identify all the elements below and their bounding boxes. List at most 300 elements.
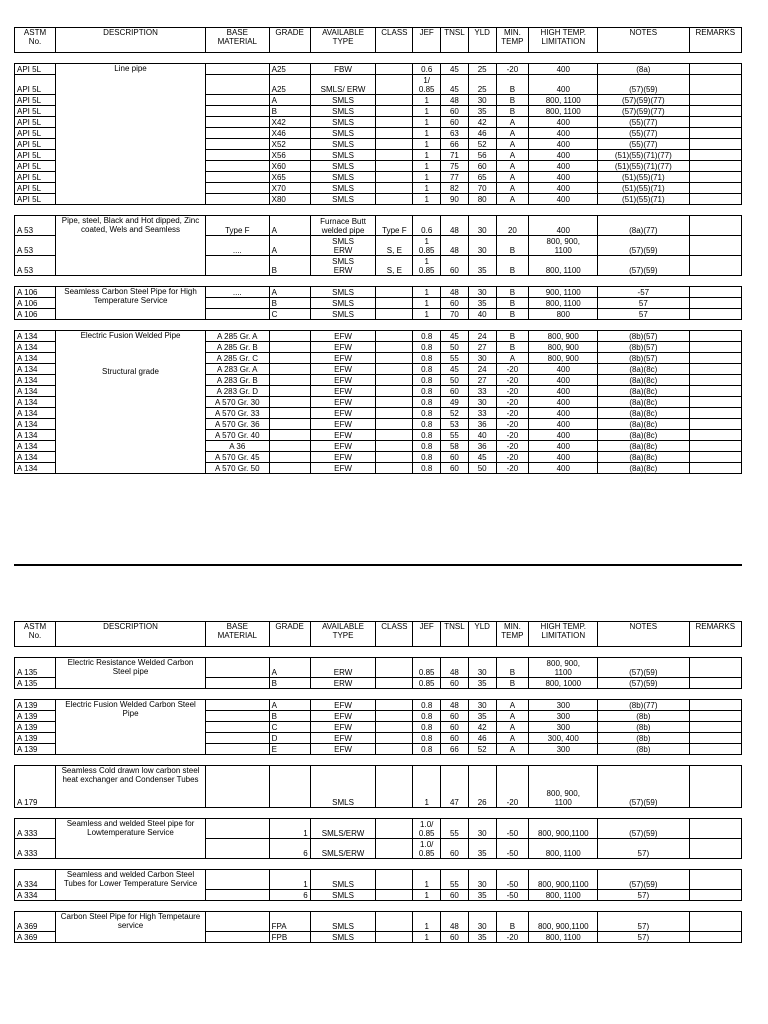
- remarks-cell: [689, 678, 741, 689]
- notes-cell: (57)(59): [598, 766, 689, 808]
- high-temp-limitation-cell: 400: [529, 172, 598, 183]
- class-cell: [376, 452, 413, 463]
- notes-cell: (57)(59): [598, 75, 689, 95]
- high-temp-limitation-cell: 400: [529, 419, 598, 430]
- grade-cell: [269, 397, 310, 408]
- astm-no-cell: A 139: [15, 722, 56, 733]
- astm-no-cell: API 5L: [15, 75, 56, 95]
- spacer-cell: [413, 647, 441, 658]
- high-temp-limitation-cell: 800, 1100: [529, 256, 598, 276]
- notes-cell: (8b): [598, 733, 689, 744]
- yld-cell: 26: [468, 766, 496, 808]
- grade-cell: B: [269, 711, 310, 722]
- available-type-cell: SMLS: [310, 298, 376, 309]
- spacer-cell: [496, 647, 529, 658]
- jef-cell: 1 0.85: [413, 236, 441, 256]
- astm-no-cell: A 134: [15, 375, 56, 386]
- available-type-cell: EFW: [310, 364, 376, 375]
- base-material-cell: A 285 Gr. A: [205, 331, 269, 342]
- section-divider: [14, 564, 742, 566]
- spacer-cell: [205, 901, 269, 912]
- astm-no-cell: API 5L: [15, 194, 56, 205]
- min-temp-cell: A: [496, 711, 529, 722]
- remarks-cell: [689, 117, 741, 128]
- base-material-cell: ....: [205, 287, 269, 298]
- notes-cell: (8a)(8c): [598, 452, 689, 463]
- remarks-cell: [689, 722, 741, 733]
- min-temp-cell: -50: [496, 819, 529, 839]
- class-cell: [376, 386, 413, 397]
- spacer-cell: [598, 859, 689, 870]
- notes-cell: (57)(59): [598, 236, 689, 256]
- remarks-cell: [689, 839, 741, 859]
- grade-cell: X60: [269, 161, 310, 172]
- available-type-cell: EFW: [310, 452, 376, 463]
- astm-no-cell: API 5L: [15, 139, 56, 150]
- class-cell: [376, 117, 413, 128]
- high-temp-limitation-cell: 400: [529, 128, 598, 139]
- class-cell: [376, 106, 413, 117]
- base-material-cell: [205, 194, 269, 205]
- remarks-cell: [689, 95, 741, 106]
- jef-cell: 0.8: [413, 353, 441, 364]
- tnsl-cell: 60: [441, 722, 469, 733]
- table-row: [15, 700, 742, 711]
- grade-cell: X70: [269, 183, 310, 194]
- table-row: [15, 216, 742, 236]
- spacer-cell: [269, 689, 310, 700]
- header-base-material-cell: BASE MATERIAL: [205, 622, 269, 647]
- spacer-cell: [413, 320, 441, 331]
- remarks-cell: [689, 397, 741, 408]
- high-temp-limitation-cell: 300: [529, 711, 598, 722]
- class-cell: [376, 932, 413, 943]
- astm-no-cell: A 135: [15, 678, 56, 689]
- astm-no-cell: A 334: [15, 870, 56, 890]
- spacer-cell: [468, 755, 496, 766]
- spacer-cell: [376, 689, 413, 700]
- notes-cell: 57): [598, 890, 689, 901]
- jef-cell: 0.8: [413, 700, 441, 711]
- min-temp-cell: B: [496, 236, 529, 256]
- spacer-cell: [468, 689, 496, 700]
- yld-cell: 33: [468, 386, 496, 397]
- high-temp-limitation-cell: 800, 900, 1100: [529, 766, 598, 808]
- base-material-cell: [205, 117, 269, 128]
- spacer-cell: [496, 808, 529, 819]
- spacer-cell: [689, 647, 741, 658]
- grade-cell: B: [269, 106, 310, 117]
- grade-cell: [269, 386, 310, 397]
- available-type-cell: SMLS ERW: [310, 236, 376, 256]
- min-temp-cell: B: [496, 912, 529, 932]
- yld-cell: 24: [468, 364, 496, 375]
- class-cell: [376, 287, 413, 298]
- tnsl-cell: 66: [441, 139, 469, 150]
- header-high-temp-limitation-cell: HIGH TEMP. LIMITATION: [529, 28, 598, 53]
- grade-cell: [269, 353, 310, 364]
- tnsl-cell: 60: [441, 452, 469, 463]
- yld-cell: 35: [468, 678, 496, 689]
- spacer-cell: [689, 689, 741, 700]
- spacer-cell: [376, 755, 413, 766]
- grade-cell: [269, 766, 310, 808]
- grade-cell: X46: [269, 128, 310, 139]
- yld-cell: 42: [468, 722, 496, 733]
- jef-cell: 0.6: [413, 216, 441, 236]
- yld-cell: 33: [468, 408, 496, 419]
- available-type-cell: EFW: [310, 419, 376, 430]
- yld-cell: 65: [468, 172, 496, 183]
- yld-cell: 27: [468, 342, 496, 353]
- spacer-cell: [413, 901, 441, 912]
- header-description-cell: DESCRIPTION: [56, 28, 206, 53]
- class-cell: [376, 430, 413, 441]
- high-temp-limitation-cell: 400: [529, 183, 598, 194]
- notes-cell: (57)(59): [598, 678, 689, 689]
- spacer-cell: [598, 689, 689, 700]
- grade-cell: [269, 375, 310, 386]
- remarks-cell: [689, 700, 741, 711]
- available-type-cell: SMLS: [310, 95, 376, 106]
- min-temp-cell: B: [496, 331, 529, 342]
- spacer-cell: [56, 647, 206, 658]
- spacer-cell: [468, 53, 496, 64]
- min-temp-cell: A: [496, 722, 529, 733]
- notes-cell: (51)(55)(71)(77): [598, 161, 689, 172]
- spacer-cell: [529, 647, 598, 658]
- spacer-cell: [56, 320, 206, 331]
- grade-cell: C: [269, 722, 310, 733]
- available-type-cell: EFW: [310, 700, 376, 711]
- spacer-cell: [496, 205, 529, 216]
- grade-cell: [269, 452, 310, 463]
- notes-cell: (57)(59): [598, 658, 689, 678]
- high-temp-limitation-cell: 800, 1000: [529, 678, 598, 689]
- grade-cell: B: [269, 256, 310, 276]
- jef-cell: 1: [413, 287, 441, 298]
- table-row: [15, 658, 742, 678]
- base-material-cell: A 283 Gr. A: [205, 364, 269, 375]
- yld-cell: 35: [468, 932, 496, 943]
- base-material-cell: [205, 658, 269, 678]
- remarks-cell: [689, 819, 741, 839]
- jef-cell: 0.8: [413, 342, 441, 353]
- jef-cell: 0.85: [413, 658, 441, 678]
- tnsl-cell: 48: [441, 912, 469, 932]
- table-row: [15, 912, 742, 932]
- spacer-cell: [310, 689, 376, 700]
- jef-cell: 0.8: [413, 441, 441, 452]
- available-type-cell: Furnace Butt welded pipe: [310, 216, 376, 236]
- available-type-cell: SMLS: [310, 150, 376, 161]
- spacer-cell: [269, 320, 310, 331]
- base-material-cell: A 285 Gr. C: [205, 353, 269, 364]
- jef-cell: 1: [413, 139, 441, 150]
- remarks-cell: [689, 452, 741, 463]
- tnsl-cell: 55: [441, 819, 469, 839]
- spacer-cell: [441, 901, 469, 912]
- class-cell: [376, 139, 413, 150]
- min-temp-cell: B: [496, 75, 529, 95]
- header-row: [15, 28, 742, 53]
- available-type-cell: SMLS: [310, 932, 376, 943]
- notes-cell: 57): [598, 912, 689, 932]
- notes-cell: 57): [598, 932, 689, 943]
- astm-no-cell: A 134: [15, 397, 56, 408]
- tnsl-cell: 60: [441, 256, 469, 276]
- tnsl-cell: 48: [441, 658, 469, 678]
- spacer-cell: [441, 859, 469, 870]
- spacer-cell: [15, 755, 56, 766]
- yld-cell: 35: [468, 711, 496, 722]
- high-temp-limitation-cell: 800, 900: [529, 353, 598, 364]
- spacer-cell: [376, 859, 413, 870]
- spacer-cell: [468, 808, 496, 819]
- available-type-cell: EFW: [310, 353, 376, 364]
- astm-no-cell: A 369: [15, 912, 56, 932]
- high-temp-limitation-cell: 400: [529, 216, 598, 236]
- astm-table-2: [14, 621, 742, 943]
- notes-cell: (57)(59)(77): [598, 95, 689, 106]
- spacer-row: [15, 320, 742, 331]
- spacer-cell: [310, 901, 376, 912]
- astm-no-cell: A 139: [15, 744, 56, 755]
- spacer-row: [15, 689, 742, 700]
- high-temp-limitation-cell: 300: [529, 722, 598, 733]
- yld-cell: 40: [468, 430, 496, 441]
- high-temp-limitation-cell: 400: [529, 150, 598, 161]
- astm-no-cell: API 5L: [15, 106, 56, 117]
- available-type-cell: EFW: [310, 430, 376, 441]
- remarks-cell: [689, 342, 741, 353]
- notes-cell: (8b)(57): [598, 353, 689, 364]
- yld-cell: 25: [468, 64, 496, 75]
- high-temp-limitation-cell: 400: [529, 375, 598, 386]
- tnsl-cell: 66: [441, 744, 469, 755]
- min-temp-cell: B: [496, 287, 529, 298]
- tnsl-cell: 90: [441, 194, 469, 205]
- jef-cell: 1: [413, 870, 441, 890]
- astm-no-cell: A 369: [15, 932, 56, 943]
- min-temp-cell: A: [496, 128, 529, 139]
- spacer-cell: [529, 276, 598, 287]
- header-class-cell: CLASS: [376, 28, 413, 53]
- available-type-cell: SMLS: [310, 106, 376, 117]
- base-material-cell: [205, 256, 269, 276]
- remarks-cell: [689, 256, 741, 276]
- available-type-cell: EFW: [310, 733, 376, 744]
- grade-cell: [269, 408, 310, 419]
- min-temp-cell: -50: [496, 890, 529, 901]
- class-cell: [376, 194, 413, 205]
- spacer-cell: [56, 205, 206, 216]
- min-temp-cell: -20: [496, 375, 529, 386]
- yld-cell: 30: [468, 658, 496, 678]
- base-material-cell: Type F: [205, 216, 269, 236]
- notes-cell: (8a)(8c): [598, 375, 689, 386]
- spacer-cell: [413, 205, 441, 216]
- header-notes-cell: NOTES: [598, 622, 689, 647]
- notes-cell: (55)(77): [598, 128, 689, 139]
- spacer-cell: [376, 647, 413, 658]
- tnsl-cell: 48: [441, 287, 469, 298]
- class-cell: [376, 364, 413, 375]
- spacer-cell: [15, 53, 56, 64]
- table-2-body: [15, 622, 742, 943]
- spacer-cell: [598, 276, 689, 287]
- base-material-cell: [205, 161, 269, 172]
- astm-no-cell: A 134: [15, 452, 56, 463]
- yld-cell: 52: [468, 744, 496, 755]
- spacer-cell: [413, 859, 441, 870]
- high-temp-limitation-cell: 400: [529, 161, 598, 172]
- spacer-cell: [441, 276, 469, 287]
- min-temp-cell: B: [496, 106, 529, 117]
- class-cell: [376, 839, 413, 859]
- base-material-cell: A 283 Gr. B: [205, 375, 269, 386]
- tnsl-cell: 48: [441, 216, 469, 236]
- yld-cell: 42: [468, 117, 496, 128]
- header-jef-cell: JEF: [413, 28, 441, 53]
- class-cell: S, E: [376, 256, 413, 276]
- high-temp-limitation-cell: 800, 1100: [529, 932, 598, 943]
- notes-cell: (51)(55)(71): [598, 172, 689, 183]
- remarks-cell: [689, 766, 741, 808]
- base-material-cell: [205, 64, 269, 75]
- jef-cell: 1: [413, 161, 441, 172]
- grade-cell: A: [269, 236, 310, 256]
- spacer-cell: [496, 901, 529, 912]
- available-type-cell: EFW: [310, 342, 376, 353]
- tnsl-cell: 45: [441, 331, 469, 342]
- spacer-cell: [689, 755, 741, 766]
- tnsl-cell: 60: [441, 932, 469, 943]
- grade-cell: [269, 342, 310, 353]
- spacer-cell: [598, 53, 689, 64]
- spacer-cell: [376, 276, 413, 287]
- astm-no-cell: A 134: [15, 342, 56, 353]
- spacer-cell: [376, 320, 413, 331]
- grade-cell: X65: [269, 172, 310, 183]
- high-temp-limitation-cell: 800, 1100: [529, 890, 598, 901]
- high-temp-limitation-cell: 800, 900, 1100: [529, 236, 598, 256]
- astm-no-cell: A 135: [15, 658, 56, 678]
- base-material-cell: A 285 Gr. B: [205, 342, 269, 353]
- base-material-cell: [205, 766, 269, 808]
- class-cell: [376, 183, 413, 194]
- description-cell: Seamless and welded Steel pipe for Lowtemperature Service: [56, 819, 206, 859]
- yld-cell: 46: [468, 733, 496, 744]
- grade-cell: D: [269, 733, 310, 744]
- available-type-cell: EFW: [310, 711, 376, 722]
- remarks-cell: [689, 236, 741, 256]
- high-temp-limitation-cell: 400: [529, 364, 598, 375]
- jef-cell: 0.6: [413, 64, 441, 75]
- base-material-cell: [205, 912, 269, 932]
- jef-cell: 0.8: [413, 744, 441, 755]
- spacer-cell: [269, 205, 310, 216]
- grade-cell: A: [269, 287, 310, 298]
- class-cell: [376, 161, 413, 172]
- base-material-cell: [205, 733, 269, 744]
- min-temp-cell: A: [496, 150, 529, 161]
- tnsl-cell: 60: [441, 733, 469, 744]
- tnsl-cell: 45: [441, 75, 469, 95]
- class-cell: [376, 150, 413, 161]
- header-astm-no-cell: ASTM No.: [15, 622, 56, 647]
- available-type-cell: EFW: [310, 386, 376, 397]
- spacer-cell: [413, 53, 441, 64]
- spacer-cell: [310, 808, 376, 819]
- spacer-cell: [689, 808, 741, 819]
- tnsl-cell: 60: [441, 678, 469, 689]
- class-cell: [376, 733, 413, 744]
- base-material-cell: [205, 932, 269, 943]
- spacer-cell: [205, 689, 269, 700]
- available-type-cell: ERW: [310, 658, 376, 678]
- tnsl-cell: 55: [441, 353, 469, 364]
- astm-no-cell: API 5L: [15, 128, 56, 139]
- jef-cell: 1: [413, 766, 441, 808]
- tnsl-cell: 47: [441, 766, 469, 808]
- spacer-cell: [310, 276, 376, 287]
- spacer-cell: [15, 205, 56, 216]
- high-temp-limitation-cell: 400: [529, 194, 598, 205]
- astm-no-cell: API 5L: [15, 64, 56, 75]
- notes-cell: (51)(55)(71): [598, 194, 689, 205]
- min-temp-cell: 20: [496, 216, 529, 236]
- spacer-cell: [56, 808, 206, 819]
- spacer-cell: [496, 755, 529, 766]
- grade-cell: C: [269, 309, 310, 320]
- min-temp-cell: -20: [496, 419, 529, 430]
- jef-cell: 0.8: [413, 364, 441, 375]
- tnsl-cell: 48: [441, 236, 469, 256]
- grade-cell: [269, 441, 310, 452]
- min-temp-cell: B: [496, 658, 529, 678]
- yld-cell: 30: [468, 819, 496, 839]
- astm-no-cell: A 53: [15, 256, 56, 276]
- header-notes-cell: NOTES: [598, 28, 689, 53]
- header-remarks-cell: REMARKS: [689, 622, 741, 647]
- high-temp-limitation-cell: 800, 1100: [529, 839, 598, 859]
- high-temp-limitation-cell: 900, 1100: [529, 287, 598, 298]
- remarks-cell: [689, 172, 741, 183]
- min-temp-cell: A: [496, 744, 529, 755]
- spacer-cell: [413, 808, 441, 819]
- jef-cell: 1: [413, 298, 441, 309]
- base-material-cell: [205, 819, 269, 839]
- spacer-cell: [269, 901, 310, 912]
- spacer-cell: [269, 53, 310, 64]
- min-temp-cell: A: [496, 700, 529, 711]
- spacer-cell: [205, 205, 269, 216]
- header-tnsl-cell: TNSL: [441, 622, 469, 647]
- class-cell: [376, 375, 413, 386]
- remarks-cell: [689, 733, 741, 744]
- spacer-cell: [269, 755, 310, 766]
- astm-no-cell: A 106: [15, 298, 56, 309]
- astm-no-cell: API 5L: [15, 161, 56, 172]
- remarks-cell: [689, 287, 741, 298]
- base-material-cell: [205, 722, 269, 733]
- yld-cell: 52: [468, 139, 496, 150]
- astm-no-cell: A 134: [15, 463, 56, 474]
- grade-cell: 6: [269, 839, 310, 859]
- base-material-cell: [205, 839, 269, 859]
- jef-cell: 1: [413, 95, 441, 106]
